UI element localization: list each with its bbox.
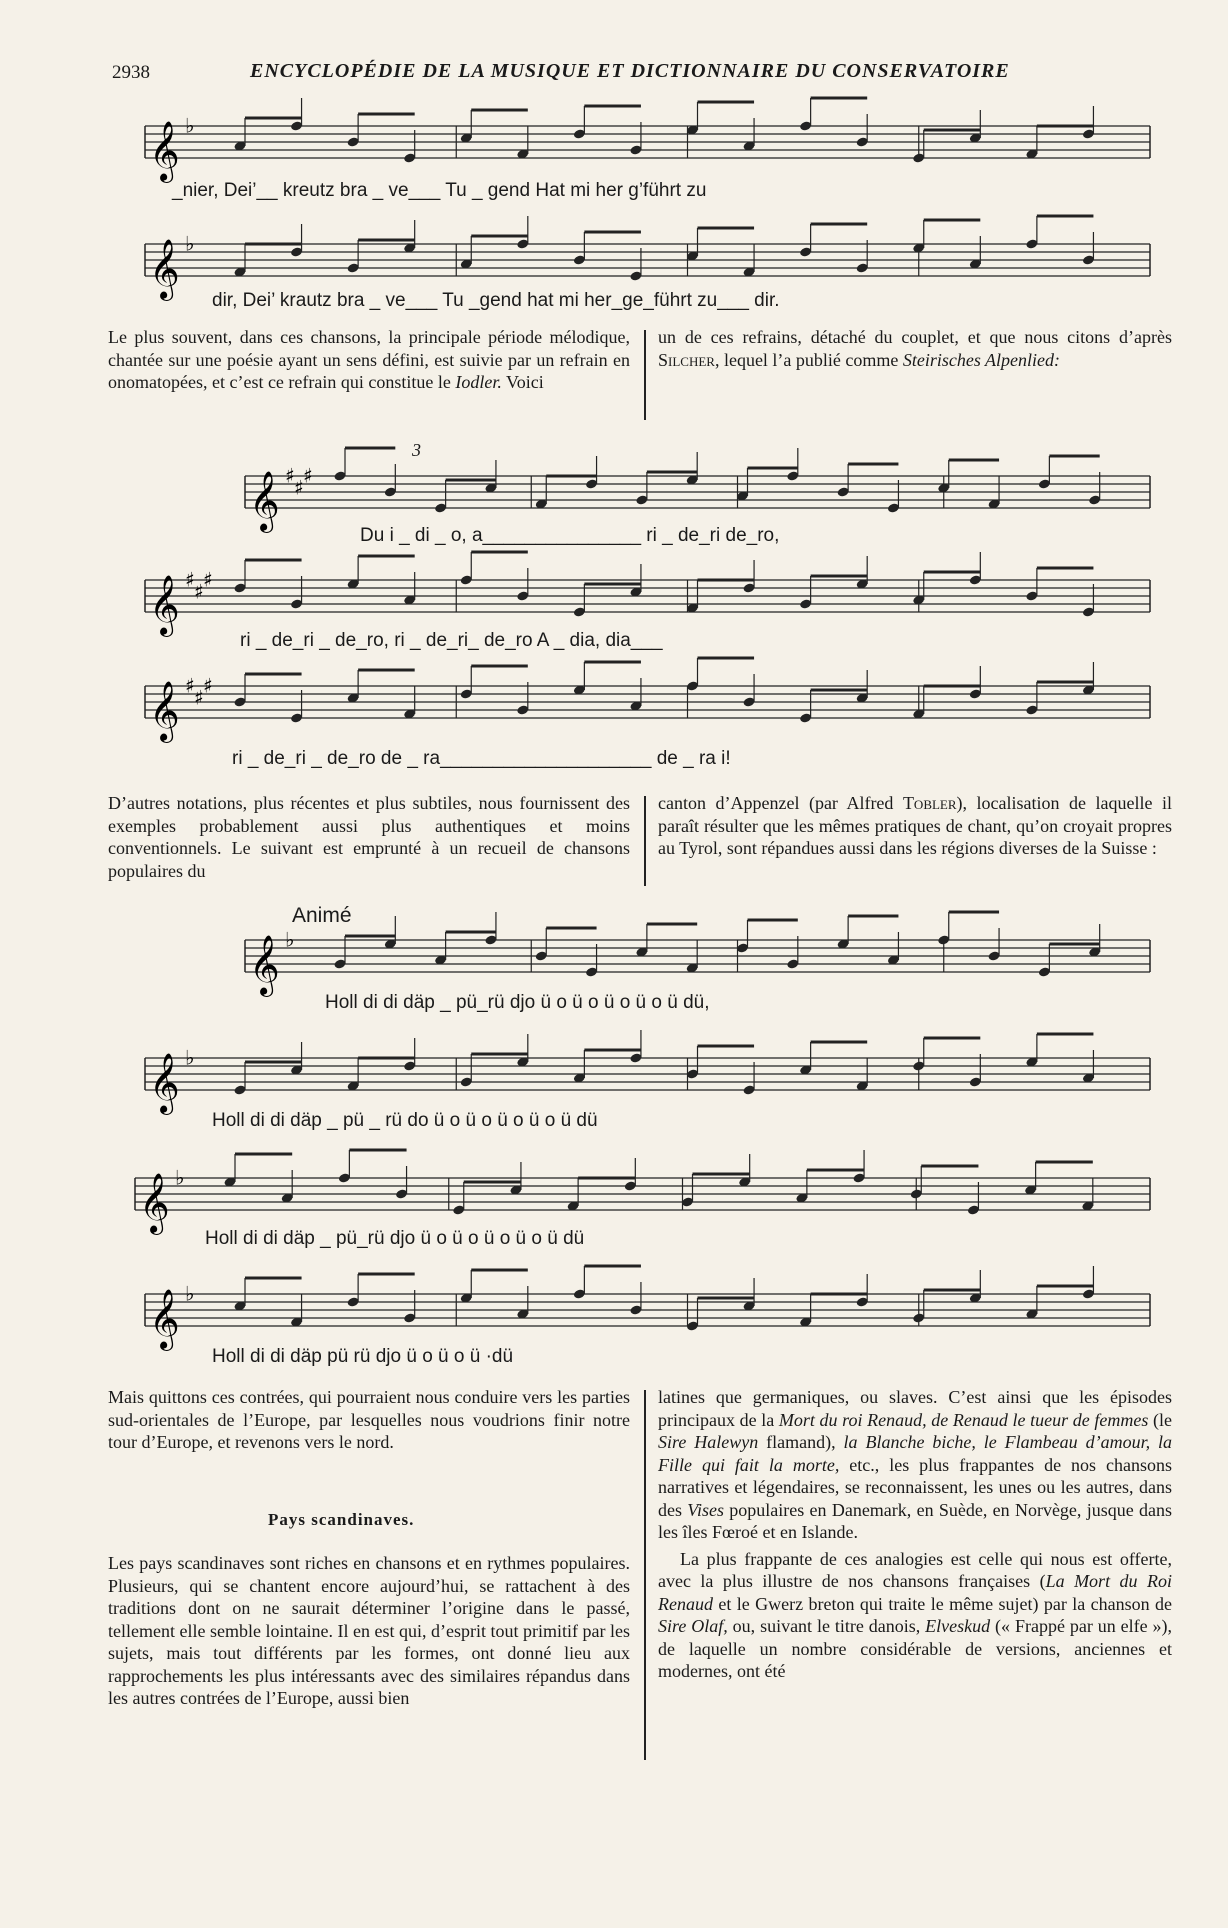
treble-clef-icon: 𝄞 <box>249 471 280 531</box>
treble-clef-icon: 𝄞 <box>149 681 180 741</box>
lyrics-line: Holl di di däp _ pü _ rü do ü o ü o ü o ü o ü dü <box>212 1110 598 1131</box>
music-staff <box>0 668 1228 741</box>
treble-clef-icon: 𝄞 <box>149 1289 180 1349</box>
svg-text:♯: ♯ <box>285 463 295 488</box>
svg-text:♭: ♭ <box>185 113 195 138</box>
text-column-right: un de ces refrains, détaché du couplet, et que nous citons d’après Silcher, lequel l’a publié comme Steirisches Alpenlied: <box>658 327 1172 370</box>
column-divider <box>644 796 646 886</box>
lyrics-line: Du i _ di _ o, a_______________ ri _ de_ri de_ro, <box>360 525 780 546</box>
page-number: 2938 <box>112 62 150 83</box>
svg-text:♭: ♭ <box>175 1165 185 1190</box>
lyrics-line: ri _ de_ri _ de_ro, ri _ de_ri_ de_ro A _ dia, dia___ <box>240 630 663 651</box>
running-head: ENCYCLOPÉDIE DE LA MUSIQUE ET DICTIONNAIRE DU CONSERVATOIRE <box>250 60 1010 82</box>
music-staff <box>0 1040 1228 1113</box>
svg-text:♯: ♯ <box>194 685 204 710</box>
treble-clef-icon: 𝄞 <box>149 121 180 181</box>
svg-text:♭: ♭ <box>185 231 195 256</box>
text-column-right: latines que germaniques, ou slaves. C’est ainsi que les épisodes principaux de la Mort du roi Renaud, de Renaud le tueur de femmes (le Sire Halewyn flamand), la Blanche biche, le Flambeau d’amour, la Fille qui fait la morte, etc., les plus frappantes de nos chansons narratives et légendaires, se reconnaissent, les unes ou les autres, dans des Vises populaires en Danemark, en Suède, en Norvège, jusque dans les îles Fœroé et en Islande. La plus frappante de ces analogies est celle qui nous est offerte, avec la plus illustre de nos chansons françaises (La Mort du Roi Renaud et le Gwerz breton qui traite le même sujet) par la chanson de Sire Olaf, ou, suivant le titre danois, Elveskud (« Frappé par un elfe »), de laquelle un nombre considérable de versions, anciennes et modernes, ont été <box>658 1387 1173 1681</box>
svg-text:♭: ♭ <box>185 1045 195 1070</box>
text-column-left: Les pays scandinaves sont riches en chansons et en rythmes populaires. Plusieurs, qui se chantent encore aujourd’hui, se rattachent à des traditions dont on ne saurait déterminer l’origine dans le passé, tellement elle semble lointaine. Il en est qui, d’esprit tout primitif par les sujets, mais tout différents par les formes, ont donné lieu aux rapprochements les plus intéressants avec des similaires répandus dans les autres contrées de l’Europe, aussi bien <box>108 1553 630 1708</box>
lyrics-line: dir, Dei’ krautz bra _ ve___ Tu _gend hat mi her_ge_führt zu___ dir. <box>212 290 780 311</box>
treble-clef-icon: 𝄞 <box>149 239 180 299</box>
svg-text:♯: ♯ <box>203 673 213 698</box>
section-heading: Pays scandinaves. <box>268 1510 415 1529</box>
text-column-right: canton d’Appenzel (par Alfred Tobler), localisation de laquelle il paraît résulter que les mêmes pratiques de chant, qu’on croyait propres au Tyrol, sont répandues aussi dans les régions diverses de la Suisse : <box>658 793 1173 858</box>
svg-text:♭: ♭ <box>185 1281 195 1306</box>
svg-text:♯: ♯ <box>203 567 213 592</box>
text-column-left: Le plus souvent, dans ces chansons, la principale période mélodique, chantée sur une poésie ayant un sens défini, est suivie par un refrain en onomatopées, et c’est ce refrain qui constitue le Iodler. Voici <box>108 327 630 392</box>
text-column-left: D’autres notations, plus récentes et plus subtiles, nous fournissent des exemples probablement aussi plus authentiques et moins conventionnels. Le suivant est emprunté à un recueil de chansons populaires du <box>108 793 630 881</box>
lyrics-line: Holl di di däp _ pü_rü djo ü o ü o ü o ü o ü dü <box>205 1228 585 1249</box>
music-staff <box>0 108 1228 181</box>
tempo-marking: Animé <box>292 904 352 927</box>
treble-clef-icon: 𝄞 <box>149 575 180 635</box>
text-column-left: Mais quittons ces contrées, qui pourraient nous conduire vers les parties sud-orientales de l’Europe, par lesquelles nous voudrions finir notre tour d’Europe, et revenons vers le nord. <box>108 1387 630 1452</box>
music-staff <box>0 226 1228 299</box>
svg-text:♯: ♯ <box>294 475 304 500</box>
svg-text:♯: ♯ <box>303 463 313 488</box>
music-staff <box>0 922 1228 995</box>
lyrics-line: _nier, Dei’__ kreutz bra _ ve___ Tu _ gend Hat mi her g’führt zu <box>172 180 707 201</box>
lyrics-line: ri _ de_ri _ de_ro de _ ra____________________ de _ ra i! <box>232 748 731 769</box>
treble-clef-icon: 𝄞 <box>249 935 280 995</box>
treble-clef-icon: 𝄞 <box>149 1053 180 1113</box>
music-staff <box>0 1276 1228 1349</box>
music-staff <box>0 458 1228 531</box>
lyrics-line: Holl di di däp pü rü djo ü o ü o ü ·dü <box>212 1346 514 1367</box>
treble-clef-icon: 𝄞 <box>139 1173 170 1233</box>
svg-text:♯: ♯ <box>194 579 204 604</box>
column-divider <box>644 1390 646 1760</box>
triplet-mark: 3 <box>412 440 421 460</box>
lyrics-line: Holl di di däp _ pü_rü djo ü o ü o ü o ü o ü dü, <box>325 992 710 1013</box>
music-staff <box>0 1160 1228 1233</box>
svg-text:♭: ♭ <box>285 927 295 952</box>
music-staff <box>0 562 1228 635</box>
svg-text:♯: ♯ <box>185 567 195 592</box>
svg-text:♯: ♯ <box>185 673 195 698</box>
column-divider <box>644 330 646 420</box>
